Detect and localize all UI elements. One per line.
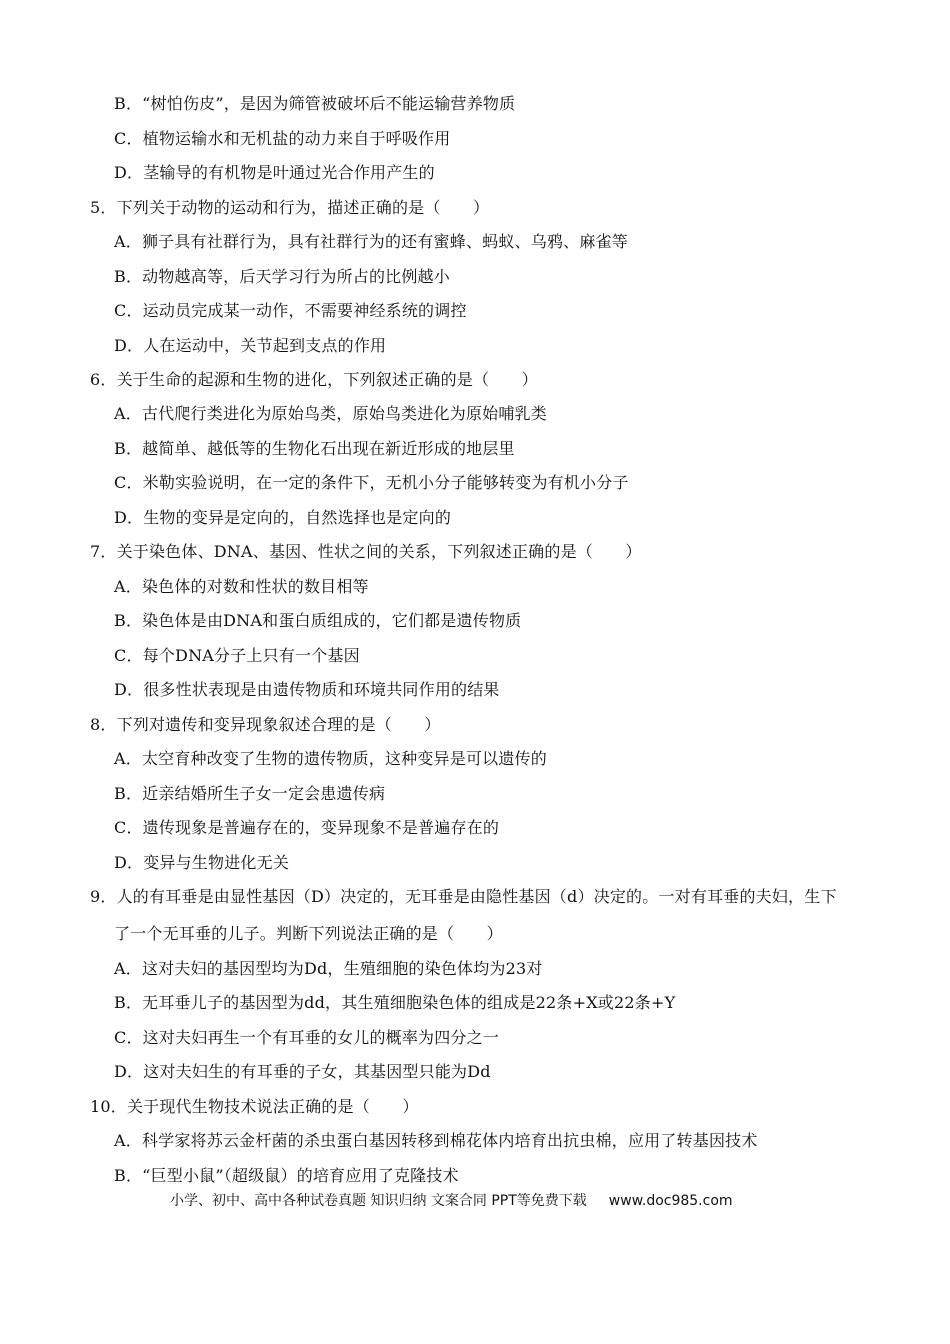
q6-option-a: A．古代爬行类进化为原始鸟类，原始鸟类进化为原始哺乳类 <box>114 404 547 423</box>
q8-stem: 8．下列对遗传和变异现象叙述合理的是（ ） <box>90 715 441 734</box>
q6-option-c: C．米勒实验说明，在一定的条件下，无机小分子能够转变为有机小分子 <box>114 473 629 492</box>
q10-stem: 10．关于现代生物技术说法正确的是（ ） <box>90 1097 419 1116</box>
q9-stem-line1: 9．人的有耳垂是由显性基因（D）决定的，无耳垂是由隐性基因（d）决定的。一对有耳垂的夫妇，生下 <box>90 887 837 906</box>
q9-option-b: B．无耳垂儿子的基因型为dd，其生殖细胞染色体的组成是22条+X或22条+Y <box>114 993 676 1012</box>
page-footer <box>170 1192 733 1210</box>
q9-option-d: D．这对夫妇生的有耳垂的子女，其基因型只能为Dd <box>114 1062 491 1081</box>
q5-option-a: A．狮子具有社群行为，具有社群行为的还有蜜蜂、蚂蚁、乌鸦、麻雀等 <box>114 232 628 251</box>
q7-option-c: C．每个DNA分子上只有一个基因 <box>114 646 360 665</box>
q8-option-d: D．变异与生物进化无关 <box>114 853 290 872</box>
q7-option-a: A．染色体的对数和性状的数目相等 <box>114 577 369 596</box>
q10-option-a: A．科学家将苏云金杆菌的杀虫蛋白基因转移到棉花体内培育出抗虫棉，应用了转基因技术 <box>114 1131 758 1150</box>
q4-option-d: D．茎输导的有机物是叶通过光合作用产生的 <box>114 163 435 182</box>
footer-text: 小学、初中、高中各种试卷真题 知识归纳 文案合同 PPT等免费下载 <box>170 1193 587 1209</box>
q7-stem: 7．关于染色体、DNA、基因、性状之间的关系，下列叙述正确的是（ ） <box>90 542 642 561</box>
q8-option-a: A．太空育种改变了生物的遗传物质，这种变异是可以遗传的 <box>114 749 547 768</box>
q9-stem-line2: 了一个无耳垂的儿子。判断下列说法正确的是（ ） <box>114 924 503 943</box>
q5-stem: 5．下列关于动物的运动和行为，描述正确的是（ ） <box>90 198 490 217</box>
q8-option-b: B．近亲结婚所生子女一定会患遗传病 <box>114 784 386 803</box>
q10-option-b: B．“巨型小鼠”（超级鼠）的培育应用了克隆技术 <box>114 1166 459 1185</box>
q9-option-c: C．这对夫妇再生一个有耳垂的女儿的概率为四分之一 <box>114 1028 500 1047</box>
q5-option-b: B．动物越高等，后天学习行为所占的比例越小 <box>114 267 450 286</box>
q6-option-d: D．生物的变异是定向的，自然选择也是定向的 <box>114 508 452 527</box>
q6-option-b: B．越简单、越低等的生物化石出现在新近形成的地层里 <box>114 439 515 458</box>
q6-stem: 6．关于生命的起源和生物的进化，下列叙述正确的是（ ） <box>90 370 538 389</box>
q5-option-c: C．运动员完成某一动作，不需要神经系统的调控 <box>114 301 467 320</box>
q7-option-b: B．染色体是由DNA和蛋白质组成的，它们都是遗传物质 <box>114 611 522 630</box>
q9-option-a: A．这对夫妇的基因型均为Dd，生殖细胞的染色体均为23对 <box>114 959 543 978</box>
q5-option-d: D．人在运动中，关节起到支点的作用 <box>114 336 387 355</box>
q7-option-d: D．很多性状表现是由遗传物质和环境共同作用的结果 <box>114 680 500 699</box>
footer-url-link[interactable]: www.doc985.com <box>608 1193 733 1209</box>
q8-option-c: C．遗传现象是普遍存在的，变异现象不是普遍存在的 <box>114 818 500 837</box>
q4-option-b: B．“树怕伤皮”，是因为筛管被破坏后不能运输营养物质 <box>114 94 516 113</box>
q4-option-c: C．植物运输水和无机盐的动力来自于呼吸作用 <box>114 129 451 148</box>
